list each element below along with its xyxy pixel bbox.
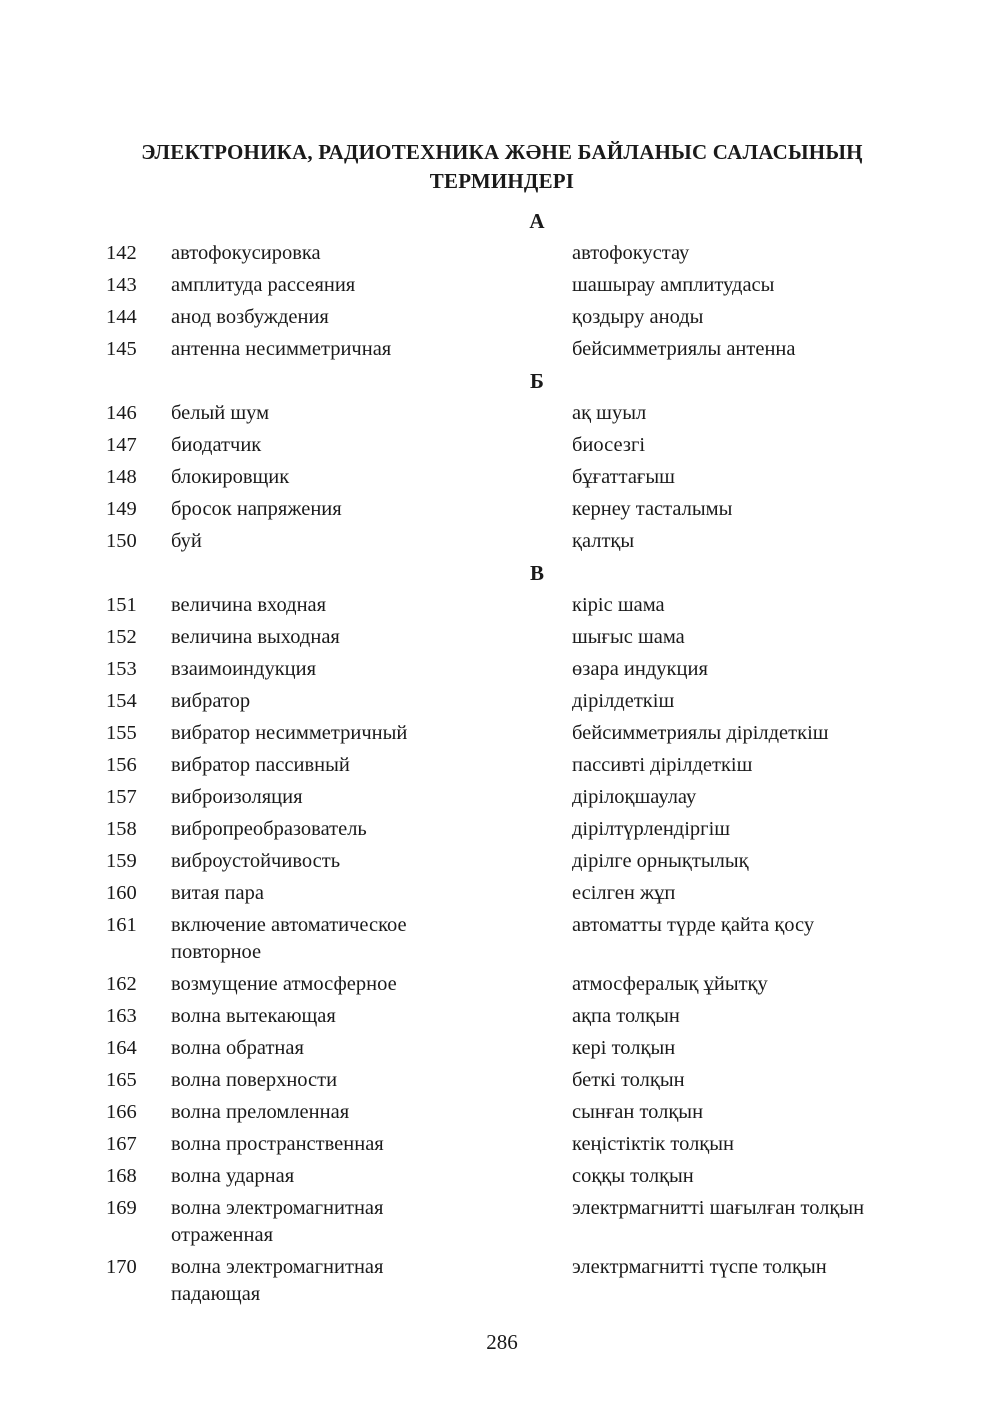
term-kazakh: шығыс шама <box>572 625 685 648</box>
term-row <box>0 525 1004 557</box>
term-kazakh: автоматты түрде қайта қосу <box>572 913 815 936</box>
term-number: 162 <box>106 972 137 995</box>
term-russian: бросок напряжения <box>171 497 342 520</box>
term-kazakh: дірілдеткіш <box>572 689 675 712</box>
term-kazakh: қалтқы <box>572 529 635 552</box>
term-russian: виброизоляция <box>171 785 303 808</box>
term-russian: буй <box>171 529 202 552</box>
term-row <box>0 1000 1004 1032</box>
section-letter: А <box>529 209 545 233</box>
term-row <box>0 813 1004 845</box>
term-russian: автофокусировка <box>171 241 321 264</box>
term-kazakh: кернеу тасталымы <box>572 497 733 520</box>
term-row <box>0 781 1004 813</box>
term-row <box>0 429 1004 461</box>
term-number: 143 <box>106 273 137 296</box>
term-row <box>0 968 1004 1000</box>
term-number: 151 <box>106 593 137 616</box>
term-russian: включение автоматическое повторное <box>171 913 407 963</box>
term-number: 152 <box>106 625 137 648</box>
term-row <box>0 749 1004 781</box>
term-number: 146 <box>106 401 137 424</box>
term-kazakh: электрмагнитті түспе толқын <box>572 1255 827 1278</box>
term-number: 154 <box>106 689 137 712</box>
term-russian: волна электромагнитная падающая <box>171 1255 384 1305</box>
term-kazakh: өзара индукция <box>572 657 708 680</box>
term-row <box>0 493 1004 525</box>
term-row <box>0 301 1004 333</box>
term-number: 165 <box>106 1068 137 1091</box>
term-row <box>0 1096 1004 1128</box>
term-russian: волна поверхности <box>171 1068 338 1091</box>
glossary-entries <box>0 205 1004 1310</box>
term-russian: взаимоиндукция <box>171 657 317 680</box>
term-row <box>0 1251 1004 1310</box>
term-number: 157 <box>106 785 137 808</box>
term-kazakh: соққы толқын <box>572 1164 694 1187</box>
term-russian: вибропреобразователь <box>171 817 367 840</box>
term-kazakh: дірілтүрлендіргіш <box>572 817 731 840</box>
term-kazakh: кіріс шама <box>572 593 665 616</box>
term-russian: вибратор несимметричный <box>171 721 408 744</box>
section-letter: Б <box>530 369 544 393</box>
term-kazakh: атмосфералық ұйытқу <box>572 972 768 995</box>
term-row <box>0 877 1004 909</box>
term-row <box>0 685 1004 717</box>
term-row <box>0 397 1004 429</box>
term-row <box>0 909 1004 968</box>
term-number: 156 <box>106 753 137 776</box>
term-row <box>0 1160 1004 1192</box>
term-row <box>0 269 1004 301</box>
term-russian: витая пара <box>171 881 264 904</box>
term-russian: возмущение атмосферное <box>171 972 397 995</box>
term-russian: величина входная <box>171 593 327 616</box>
term-row <box>0 237 1004 269</box>
term-row <box>0 621 1004 653</box>
term-number: 169 <box>106 1196 137 1219</box>
term-russian: волна преломленная <box>171 1100 350 1123</box>
term-russian: волна ударная <box>171 1164 295 1187</box>
term-number: 167 <box>106 1132 137 1155</box>
term-number: 153 <box>106 657 137 680</box>
term-number: 148 <box>106 465 137 488</box>
page-number: 286 <box>486 1330 518 1354</box>
term-russian: волна электромагнитная отраженная <box>171 1196 384 1246</box>
term-number: 158 <box>106 817 137 840</box>
term-row <box>0 717 1004 749</box>
term-russian: величина выходная <box>171 625 340 648</box>
term-number: 166 <box>106 1100 137 1123</box>
term-russian: волна обратная <box>171 1036 304 1059</box>
term-kazakh: дірілге орнықтылық <box>572 849 749 872</box>
term-number: 160 <box>106 881 137 904</box>
term-russian: антенна несимметричная <box>171 337 392 360</box>
term-row <box>0 333 1004 365</box>
term-number: 149 <box>106 497 137 520</box>
term-kazakh: дірілоқшаулау <box>572 785 697 808</box>
term-row <box>0 845 1004 877</box>
term-number: 161 <box>106 913 137 936</box>
term-russian: вибратор <box>171 689 251 712</box>
term-row <box>0 1192 1004 1251</box>
term-kazakh: пассивті дірілдеткіш <box>572 753 753 776</box>
term-kazakh: кеңістіктік толқын <box>572 1132 734 1155</box>
term-russian: виброустойчивость <box>171 849 341 872</box>
term-number: 164 <box>106 1036 137 1059</box>
term-number: 168 <box>106 1164 137 1187</box>
term-kazakh: беткі толқын <box>572 1068 685 1091</box>
term-russian: анод возбуждения <box>171 305 329 328</box>
term-kazakh: бұғаттағыш <box>572 465 675 488</box>
term-russian: блокировщик <box>171 465 290 488</box>
term-kazakh: қоздыру аноды <box>572 305 704 328</box>
term-row <box>0 1064 1004 1096</box>
term-russian: волна вытекающая <box>171 1004 336 1027</box>
term-row <box>0 1032 1004 1064</box>
term-kazakh: электрмагнитті шағылған толқын <box>572 1196 865 1219</box>
term-number: 145 <box>106 337 137 360</box>
term-number: 147 <box>106 433 137 456</box>
term-kazakh: бейсимметриялы антенна <box>572 337 796 360</box>
term-kazakh: ақпа толқын <box>572 1004 680 1027</box>
term-kazakh: ақ шуыл <box>572 401 647 424</box>
term-russian: белый шум <box>171 401 270 424</box>
term-number: 142 <box>106 241 137 264</box>
term-number: 144 <box>106 305 137 328</box>
term-number: 159 <box>106 849 137 872</box>
page-title <box>0 138 1004 196</box>
term-row <box>0 1128 1004 1160</box>
title-line-2: ТЕРМИНДЕРІ <box>429 169 575 193</box>
term-kazakh: автофокустау <box>572 241 690 264</box>
term-row <box>0 653 1004 685</box>
term-russian: вибратор пассивный <box>171 753 350 776</box>
section-letter: В <box>529 561 544 585</box>
term-number: 163 <box>106 1004 137 1027</box>
term-kazakh: биосезгі <box>572 433 646 456</box>
term-number: 170 <box>106 1255 137 1278</box>
term-row <box>0 589 1004 621</box>
term-number: 155 <box>106 721 137 744</box>
term-kazakh: есілген жұп <box>572 881 676 904</box>
term-kazakh: сынған толқын <box>572 1100 704 1123</box>
term-russian: амплитуда рассеяния <box>171 273 356 296</box>
term-number: 150 <box>106 529 137 552</box>
term-kazakh: бейсимметриялы дірілдеткіш <box>572 721 829 744</box>
term-russian: волна пространственная <box>171 1132 384 1155</box>
title-line-1: ЭЛЕКТРОНИКА, РАДИОТЕХНИКА ЖӘНЕ БАЙЛАНЫС САЛАСЫНЫҢ <box>141 140 863 164</box>
term-kazakh: кері толқын <box>572 1036 676 1059</box>
term-kazakh: шашырау амплитудасы <box>572 273 775 296</box>
term-row <box>0 461 1004 493</box>
term-russian: биодатчик <box>171 433 262 456</box>
